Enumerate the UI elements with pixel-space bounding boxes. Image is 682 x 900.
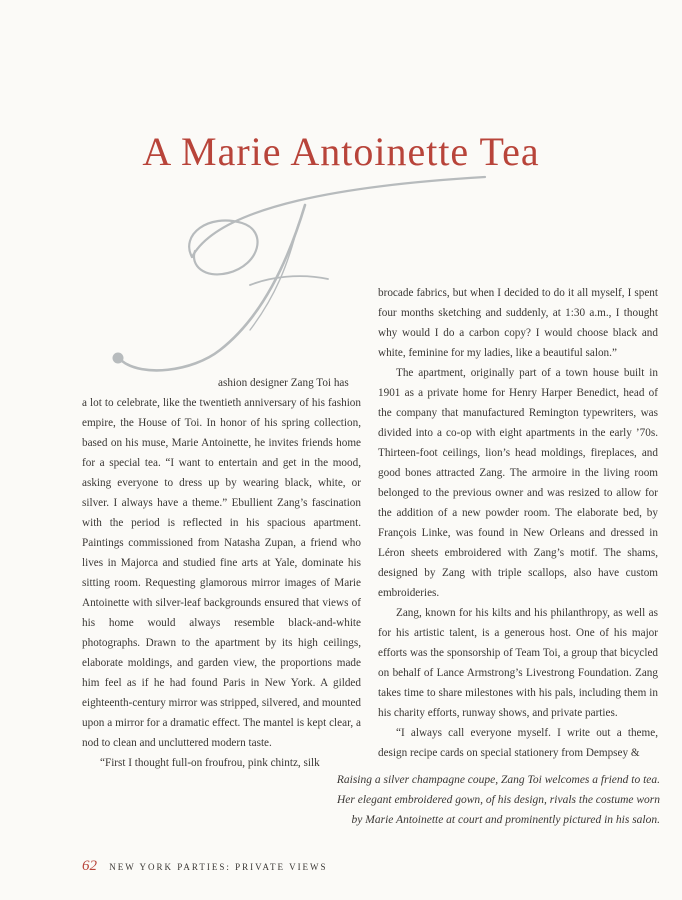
caption-line: Raising a silver champagne coupe, Zang Toi welcomes a friend to tea. — [336, 774, 660, 786]
page-number: 62 — [82, 858, 97, 874]
body-paragraph: ashion designer Zang Toi has a lot to celebrate, like the twentieth anniversary of his fashion empire, the House of Toi. In honor of his spring collection, based on his muse, Marie Antoinette, he invites friends home for a special tea. “I want to entertain and get in the mood, asking everyone to dress up by wearing black, white, or silver. I always have a theme.” Ebullient Zang’s fascination with the period is reflected in his spacious apartment. Paintings commissioned from Natasha Zupan, a friend who lives in Majorca and studied fine arts at Yale, dominate his sitting room. Requesting glamorous mirror images of Marie Antoinette with silver-leaf backgrounds ensured that views of his home would always resemble black-and-white photographs. Drawn to the apartment by its high ceilings, elaborate moldings, and garden view, the proportions made him feel as if he had found Paris in New York. A gilded eighteenth-century mirror was stripped, silvered, and mounted upon a mirror for a dramatic effect. The mantel is kept clear, a nod to clean and uncluttered modern taste. — [82, 373, 361, 753]
lead-line: ashion designer Zang Toi has — [218, 377, 349, 389]
body-paragraph: “First I thought full-on froufrou, pink chintz, silk — [100, 757, 320, 769]
photo-caption — [260, 770, 660, 830]
right-column — [378, 283, 658, 763]
body-paragraph: The apartment, originally part of a town house built in 1901 as a private home for Henry Harper Benedict, head of the company that manufactured Remington typewriters, was divided into a co-op with eight apartments in the early ’70s. Thirteen-foot ceilings, lion’s head moldings, fireplaces, and good bones attracted Zang. The armoire in the living room belonged to the previous owner and was resized to allow for the addition of a new powder room. The elaborate bed, by François Linke, was found in New Orleans and dressed in Léron sheets embroidered with Zang’s motif. The shams, designed by Zang with triple scallops, also have custom embroideries. — [378, 367, 658, 599]
body-paragraph: “I always call everyone myself. I write out a theme, design recipe cards on special stationery from Dempsey & — [378, 727, 658, 759]
left-column — [82, 373, 361, 773]
running-title: NEW YORK PARTIES: PRIVATE VIEWS — [109, 862, 328, 872]
page-footer — [82, 858, 328, 875]
body-paragraph: Zang, known for his kilts and his philanthropy, as well as for his artistic talent, is a generous host. One of his major efforts was the sponsorship of Team Toi, a group that bicycled on behalf of Lance Armstrong’s Livestrong Foundation. Zang takes time to share milestones with his pals, including them in his charity efforts, runway shows, and private parties. — [378, 607, 658, 719]
caption-line: by Marie Antoinette at court and prominently pictured in his salon. — [351, 814, 660, 826]
caption-line: Her elegant embroidered gown, of his design, rivals the costume worn — [336, 794, 660, 806]
body-paragraph: brocade fabrics, but when I decided to do it all myself, I spent four months sketching and suddenly, at 1:30 a.m., I thought why would I do a carbon copy? I would choose black and white, feminine for my ladies, like a beautiful salon.” — [378, 287, 658, 359]
page-title: A Marie Antoinette Tea — [142, 129, 540, 174]
